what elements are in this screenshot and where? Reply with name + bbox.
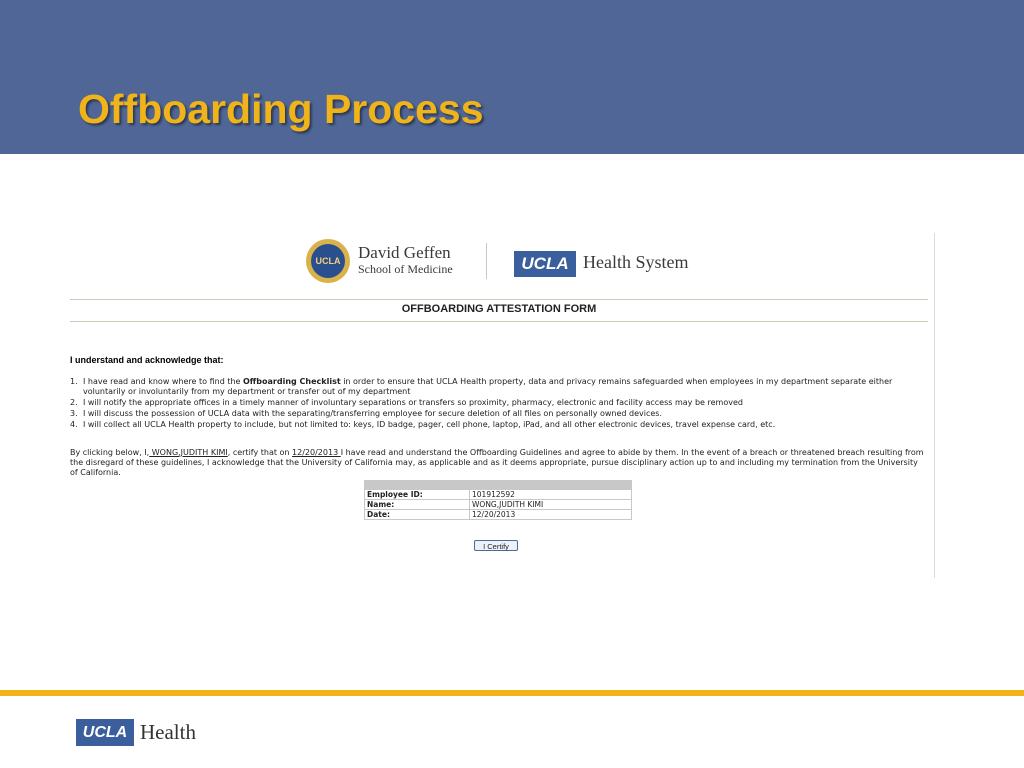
acknowledgement-list xyxy=(70,377,928,431)
acknowledge-heading: I understand and acknowledge that: xyxy=(70,355,224,365)
list-item xyxy=(70,409,928,419)
form-screenshot xyxy=(70,233,935,578)
cell-value: 12/20/2013 xyxy=(470,510,632,520)
footer-gold-line xyxy=(0,690,1024,696)
table-row xyxy=(365,490,632,500)
table-row xyxy=(365,500,632,510)
cert-text: I have read and understand the Offboarding Guidelines and agree to abide by them. In the event of a breach or threatened breach resulting from the disregard of these guidelines, I acknowledge that the University of California may, as applicable and as it deems appropriate, pursue disciplinary action up to and including my termination from the University of California. xyxy=(70,448,924,477)
footer-health-text: Health xyxy=(140,720,196,744)
offboarding-checklist-text: Offboarding Checklist xyxy=(243,377,341,386)
footer-ucla-logo: UCLA xyxy=(76,719,134,746)
dgsom-name: David Geffen xyxy=(358,243,451,262)
ucla-seal-logo xyxy=(306,239,350,283)
item-number: 4. xyxy=(70,420,78,429)
seal-text: UCLA xyxy=(311,244,345,278)
cert-text: , certify that on xyxy=(227,448,293,457)
item-text: in order to ensure that UCLA Health property, data and privacy remains safeguarded when employees in my department separate either voluntarily or involuntarily from my department or transfer out of my department xyxy=(83,377,893,396)
form-title-bar xyxy=(70,299,928,322)
list-item xyxy=(70,420,928,430)
i-certify-button[interactable]: I Certify xyxy=(474,540,518,551)
table-row xyxy=(365,510,632,520)
slide-title: Offboarding Process xyxy=(78,86,484,132)
item-number: 1. xyxy=(70,377,78,386)
form-title: OFFBOARDING ATTESTATION FORM xyxy=(401,303,597,315)
certify-date: 12/20/2013 xyxy=(292,448,341,457)
cell-label: Date: xyxy=(365,510,470,520)
item-text: I will collect all UCLA Health property to include, but not limited to: keys, ID badge, pager, cell phone, laptop, iPad, and all other electronic devices, travel expense card, etc. xyxy=(83,420,776,429)
list-item xyxy=(70,377,928,397)
cell-label: Name: xyxy=(365,500,470,510)
list-item xyxy=(70,398,928,408)
certifier-name: WONG,JUDITH KIMI xyxy=(149,448,228,457)
cert-text: By clicking below, I, xyxy=(70,448,150,457)
dgsom-subtitle: School of Medicine xyxy=(358,262,453,276)
logo-divider xyxy=(486,243,487,279)
employee-info-table xyxy=(364,480,632,520)
item-text: I will notify the appropriate offices in a timely manner of involuntary separations or transfers so proximity, pharmacy, electronic and facility access may be removed xyxy=(83,398,743,407)
health-system-text: Health System xyxy=(583,252,689,272)
cell-value: WONG,JUDITH KIMI xyxy=(470,500,632,510)
item-text: I will discuss the possession of UCLA data with the separating/transferring employee for secure deletion of all files on personally owned devices. xyxy=(83,409,663,418)
table-header-row xyxy=(365,481,632,490)
header-logos xyxy=(306,237,726,281)
cell-value: 101912592 xyxy=(470,490,632,500)
certification-paragraph xyxy=(70,448,928,478)
item-text: I have read and know where to find the xyxy=(83,377,243,386)
item-number: 2. xyxy=(70,398,78,407)
cell-label: Employee ID: xyxy=(365,490,470,500)
ucla-logo-box: UCLA xyxy=(514,251,576,277)
item-number: 3. xyxy=(70,409,78,418)
